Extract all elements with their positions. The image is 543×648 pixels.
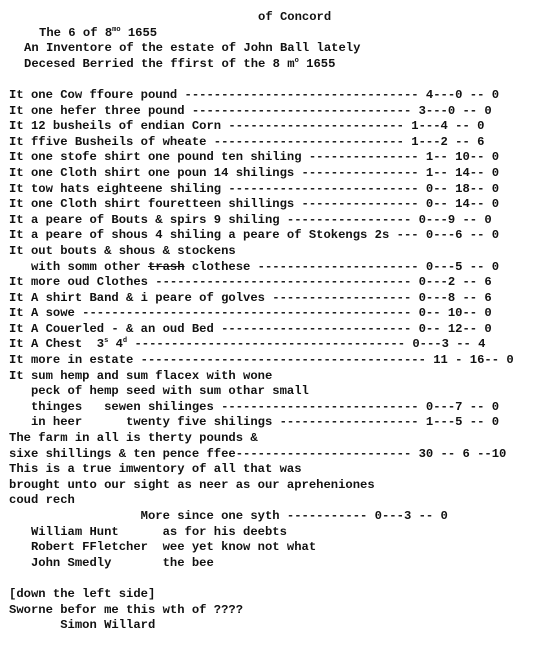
spacer [9,72,539,88]
title-line-1 [9,41,539,57]
signer-line: John Smedly the bee [9,555,214,570]
inventory-item: It one Cloth shirt fouretteen shillings ---------------- 0-- 14-- 0 [9,197,500,212]
title-year: 1655 [298,56,336,71]
inventory-item: It A sowe --------------------------------------------- 0-- 10-- 0 [9,306,492,321]
date-line [9,26,539,42]
item-text: clothese ---------------------- 0---5 -- 0 [184,259,500,274]
title-text-1: An Inventore of the estate of John Ball lately [24,41,361,56]
item-text: ------------------------------------- 0---3 -- 4 [127,337,486,352]
inventory-item: in heer twenty five shilings ------------------- 1---5 -- 0 [9,415,500,430]
inventory-item: It A Couerled - & an oud Bed -------------------------- 0-- 12-- 0 [9,321,492,336]
item-text: 4 [108,337,123,352]
statement-line: This is a true imwentory of all that was [9,462,302,477]
date-text: The 6 of 8 [39,25,113,40]
inventory-item: thinges sewen shilinges --------------------------- 0---7 -- 0 [9,399,500,414]
inventory-item: It one Cow ffoure pound -------------------------------- 4---0 -- 0 [9,87,500,102]
total-line: The farm in all is therty pounds & [9,431,258,446]
inventory-item: It more in estate --------------------------------------- 11 - 16-- 0 [9,353,514,368]
title-text-2: Decesed Berried the ffirst of the 8 m [24,56,295,71]
inventory-item: It 12 busheils of endian Corn ------------------------ 1---4 -- 0 [9,119,485,134]
item-text: It A Chest 3 [9,337,105,352]
item-text: with somm other [9,259,148,274]
spacer [9,571,539,587]
sworn-line: Sworne befor me this wth of ???? [9,602,244,617]
signer-line: William Hunt as for his deebts [9,524,287,539]
editor-note: [down the left side] [9,586,156,601]
title-superscript: o [294,56,299,65]
inventory-item: It ffive Busheils of wheate -------------------------- 1---2 -- 6 [9,134,485,149]
inventory-item: It more oud Clothes ----------------------------------- 0---2 -- 6 [9,275,492,290]
shilling-superscript: s [104,337,109,346]
date-superscript: mo [112,25,121,34]
inventory-item: It tow hats eighteene shiling -------------------------- 0-- 18-- 0 [9,181,500,196]
pence-superscript: d [122,337,128,346]
more-since-line: More since one syth ----------- 0---3 -- 0 [9,509,448,523]
statement-line: coud rech [9,493,75,508]
inventory-document [9,10,539,634]
inventory-item: It one hefer three pound ------------------------------ 3---0 -- 0 [9,103,492,118]
inventory-item: It one Cloth shirt one poun 14 shilings ---------------- 1-- 14-- 0 [9,165,500,180]
inventory-item [9,337,539,353]
place-line [9,10,539,26]
inventory-item: It A shirt Band & i peare of golves ------------------- 0---8 -- 6 [9,290,492,305]
signer-line: Robert FFletcher wee yet know not what [9,540,317,555]
statement-line: brought unto our sight as neer as our apreheniones [9,477,375,492]
inventory-item: It a peare of shous 4 shiling a peare of Stokengs 2s --- 0---6 -- 0 [9,228,500,243]
magistrate-signature: Simon Willard [9,618,156,633]
inventory-item: It out bouts & shous & stockens [9,243,236,258]
date-year: 1655 [120,25,158,40]
inventory-item: It sum hemp and sum flacex with wone [9,368,273,383]
inventory-item: It one stofe shirt one pound ten shiling --------------- 1-- 10-- 0 [9,150,500,165]
inventory-item [9,260,539,276]
inventory-item: peck of hemp seed with sum othar small [9,384,309,399]
struck-word: trash [147,259,185,274]
place-text: of Concord [258,10,332,24]
total-line: sixe shillings & ten pence ffee------------------------ 30 -- 6 --10 [9,446,507,461]
inventory-item: It a peare of Bouts & spirs 9 shiling ----------------- 0---9 -- 0 [9,212,492,227]
title-line-2 [9,57,539,73]
